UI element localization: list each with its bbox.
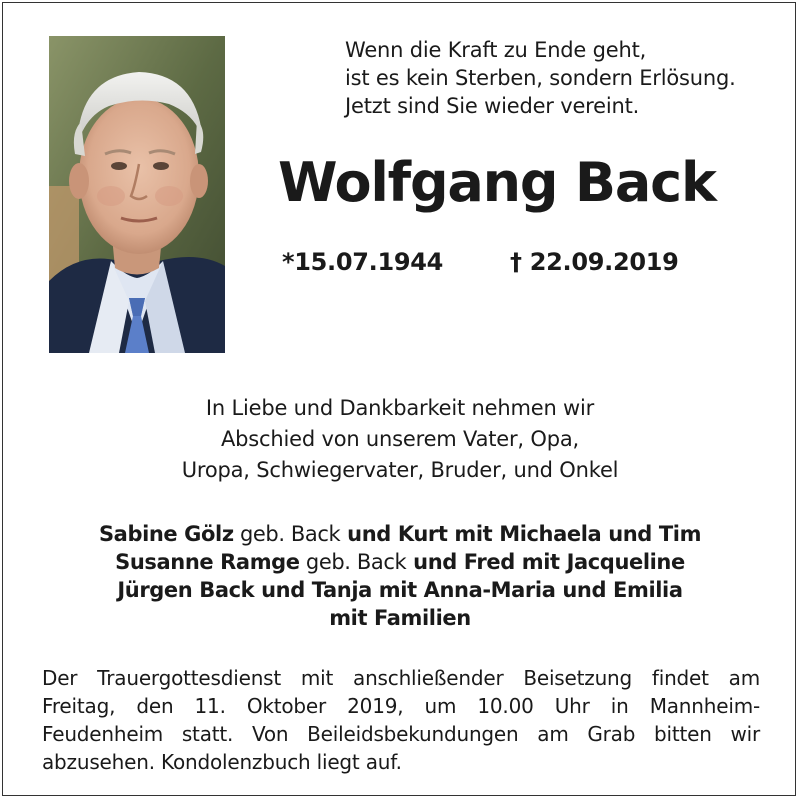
mourner-family: und Kurt mit Michaela und Tim [340,522,702,546]
service-info [42,664,760,776]
farewell-line: Abschied von unserem Vater, Opa, [221,427,579,451]
mourner-line: Jürgen Back und Tanja mit Anna-Maria und Emilia [117,578,683,602]
poem [345,36,775,120]
mourner-name: Sabine Gölz [98,522,234,546]
poem-line: Jetzt sind Sie wieder vereint. [345,94,640,118]
death-date: † 22.09.2019 [510,248,679,276]
mourners-list [50,520,750,632]
mourner-line [50,520,750,548]
service-line: Feudenheim statt. Von Beileidsbekundungen am Grab bitten wir [42,722,760,746]
farewell-line: In Liebe und Dankbarkeit nehmen wir [205,396,595,420]
farewell-line: Uropa, Schwiegervater, Bruder, und Onkel [181,458,619,482]
service-line: Der Trauergottesdienst mit anschließender Beisetzung findet am [42,666,760,690]
mourner-name: Susanne Ramge [115,550,300,574]
birth-date: *15.07.1944 [282,248,444,276]
maiden-name: geb. Back [233,522,341,546]
poem-line: Wenn die Kraft zu Ende geht, [345,38,647,62]
mourner-line [50,548,750,576]
service-line: abzusehen. Kondolenzbuch liegt auf. [42,750,402,774]
mourner-line: mit Familien [329,606,471,630]
maiden-name: geb. Back [299,550,407,574]
farewell-text [80,393,720,486]
service-line: Freitag, den 11. Oktober 2019, um 10.00 Uhr in Mannheim- [42,694,760,718]
portrait-photo [49,36,225,353]
poem-line: ist es kein Sterben, sondern Erlösung. [345,66,736,90]
deceased-name: Wolfgang Back [278,151,716,214]
mourner-family: und Fred mit Jacqueline [406,550,685,574]
